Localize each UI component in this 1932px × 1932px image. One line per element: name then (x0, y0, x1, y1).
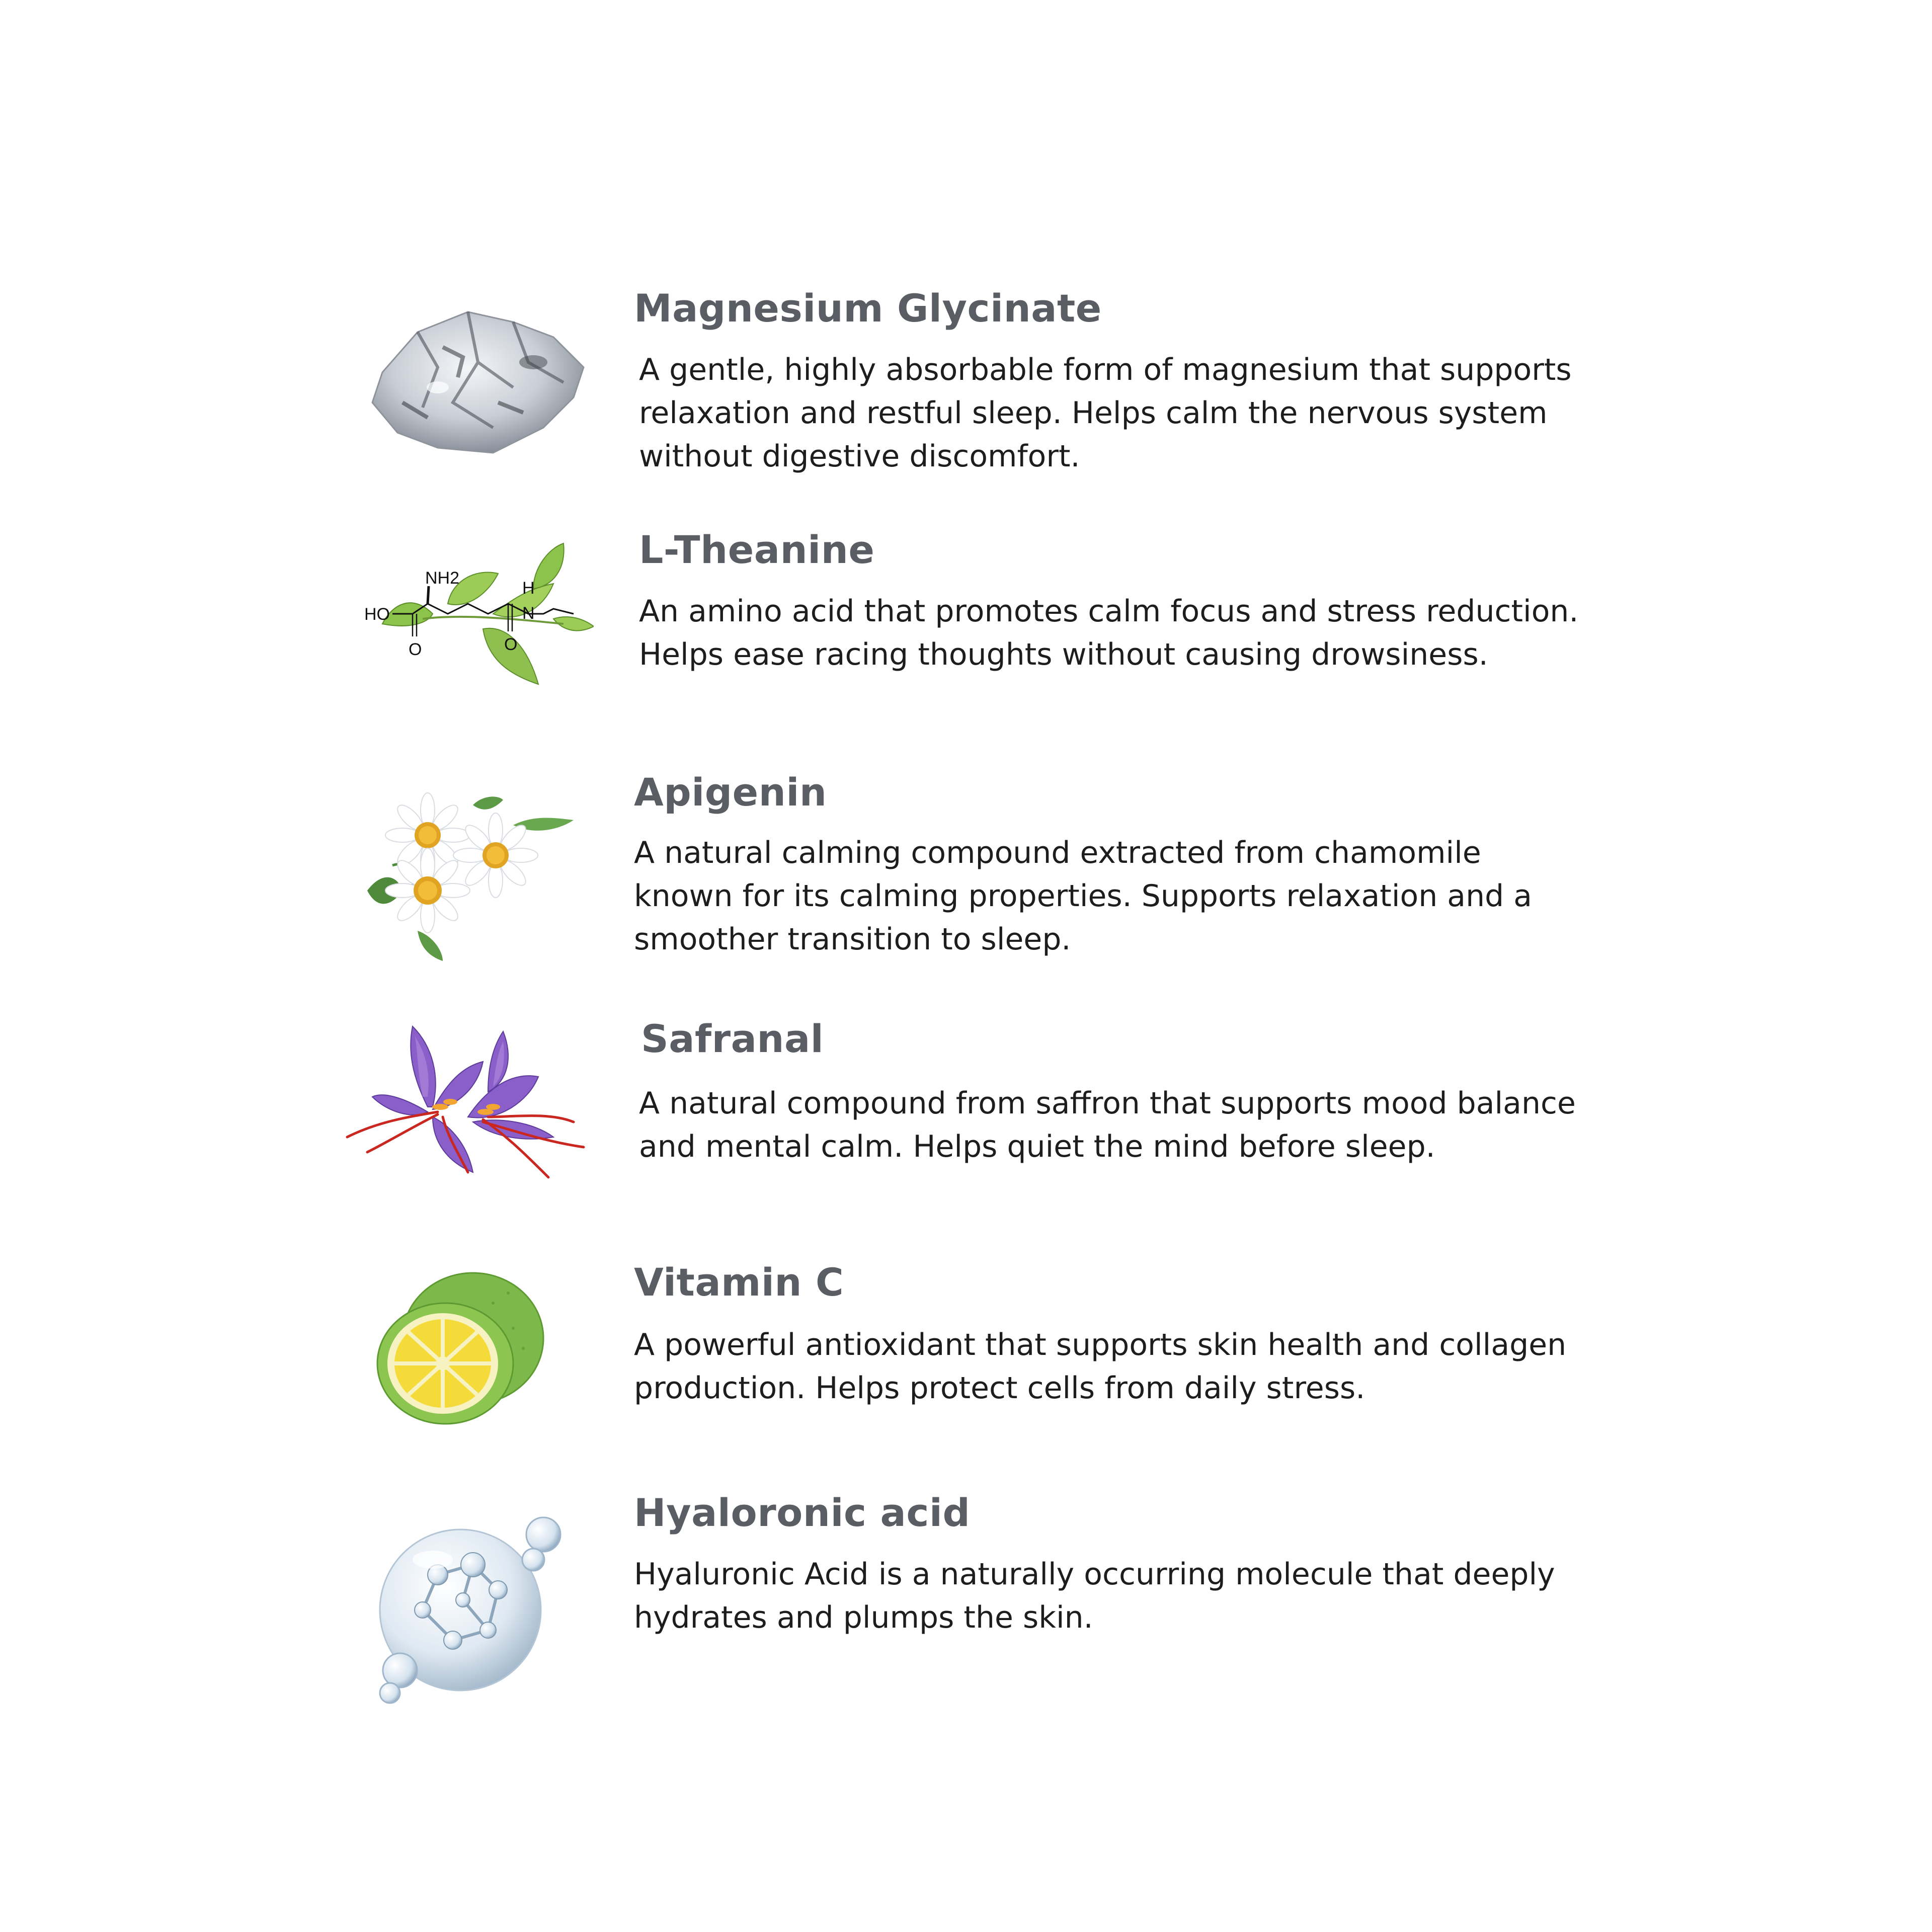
ingredient-title: Vitamin C (634, 1260, 844, 1305)
molecule-label: O (409, 640, 422, 659)
ingredient-description: A powerful antioxidant that supports skin health and collagen production. Helps protect cells from daily stress. (634, 1327, 1567, 1406)
ingredient-title: Safranal (641, 1016, 824, 1061)
ingredient-title: Apigenin (634, 770, 827, 815)
molecule-label: O (504, 635, 518, 654)
molecule-label: H (522, 579, 535, 598)
ingredient-title: Magnesium Glycinate (634, 286, 1102, 331)
chamomile-flower-icon (362, 790, 574, 961)
ingredient-description: Hyaluronic Acid is a naturally occurring molecule that deeply hydrates and plumps the skin. (634, 1557, 1555, 1635)
ingredient-description: An amino acid that promotes calm focus and stress reduction. Helps ease racing thoughts without causing drowsiness. (639, 594, 1579, 672)
molecule-label: HO (364, 605, 390, 624)
molecule-bubble-icon (372, 1504, 564, 1706)
saffron-flower-icon (337, 1021, 594, 1182)
ingredient-description: A natural compound from saffron that supports mood balance and mental calm. Helps quiet the mind before sleep. (639, 1086, 1576, 1164)
molecule-label: N (522, 604, 535, 623)
ingredient-title: Hyaloronic acid (634, 1490, 971, 1535)
mineral-rock-icon (362, 302, 589, 463)
ingredient-description: A natural calming compound extracted from chamomile known for its calming properties. Supports relaxation and a smoother transition to sleep. (634, 835, 1533, 957)
tea-leaves-molecule-icon (362, 538, 594, 689)
ingredient-description: A gentle, highly absorbable form of magnesium that supports relaxation and restful sleep. Helps calm the nervous system without digestive discomfort. (639, 352, 1572, 474)
molecule-label: NH2 (425, 569, 460, 588)
lime-fruit-icon (372, 1263, 553, 1429)
ingredient-title: L-Theanine (639, 527, 875, 572)
